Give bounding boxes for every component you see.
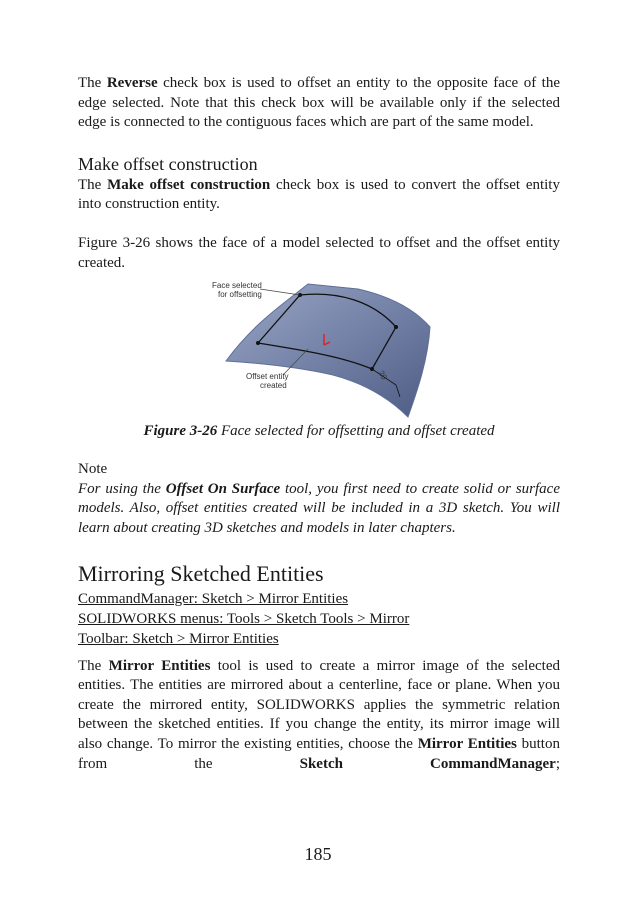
note-label: Note — [78, 461, 108, 478]
reverse-paragraph: The Reverse check box is used to offset an entity to the opposite face of the edge selected. Note that this check box will be available only if the selected edge is connected to the contiguous faces which are part of the same model. — [78, 75, 561, 131]
mirror-paragraph: The Mirror Entities tool is used to create a mirror image of the selected entities. The entities are mirrored about a centerline, face or plane. When you create the mirrored entity, SOLIDWORKS applies the symmetric relation between the sketched entities. If you change the entity, its mirror image will also change. To mirror the existing entities, choose the Mirror Entities button from the Sketch CommandManager; — [78, 657, 560, 772]
face-selected-label-2: for offsetting — [218, 290, 262, 300]
figure-3-26 — [78, 273, 560, 413]
figure-reference-paragraph: Figure 3-26 shows the face of a model selected to offset and the offset entity created. — [78, 234, 560, 271]
curved-surface-illustration — [78, 279, 560, 419]
figure-caption: Figure 3-26 Face selected for offsetting and offset created — [143, 423, 495, 440]
note-paragraph: For using the Offset On Surface tool, you first need to create solid or surface models. Also, offset entities created will be included in a 3D sketch. You will learn about creating 3D sketches and models in later chapters. — [78, 480, 560, 536]
surface-face — [226, 284, 430, 417]
mirror-entities-button-term: Mirror Entities — [417, 735, 517, 752]
offset-on-surface-term: Offset On Surface — [165, 480, 281, 497]
page-number: 185 — [304, 844, 332, 864]
offset-construction-heading: Make offset construction — [78, 153, 258, 174]
mirror-entities-term: Mirror Entities — [108, 657, 211, 674]
mirror-heading: Mirroring Sketched Entities — [78, 560, 324, 586]
offset-construction-term: Make offset construction — [107, 176, 271, 193]
toolbar-path: Toolbar: Sketch > Mirror Entities — [78, 630, 279, 647]
offset-construction-paragraph: The Make offset construction check box is used to convert the offset entity into construction entity. — [78, 176, 560, 213]
dimension-label: 20 — [376, 369, 389, 382]
face-selected-label: Face selected — [212, 281, 262, 291]
reverse-term: Reverse — [106, 75, 158, 91]
page-content — [78, 74, 560, 774]
sketch-commandmanager-term: Sketch CommandManager — [299, 755, 556, 772]
offset-entity-label-2: created — [260, 381, 287, 391]
offset-entity-label: Offset entity — [246, 372, 289, 382]
menu-path: SOLIDWORKS menus: Tools > Sketch Tools > Mirror — [78, 610, 410, 627]
commandmanager-path: CommandManager: Sketch > Mirror Entities — [78, 590, 349, 607]
